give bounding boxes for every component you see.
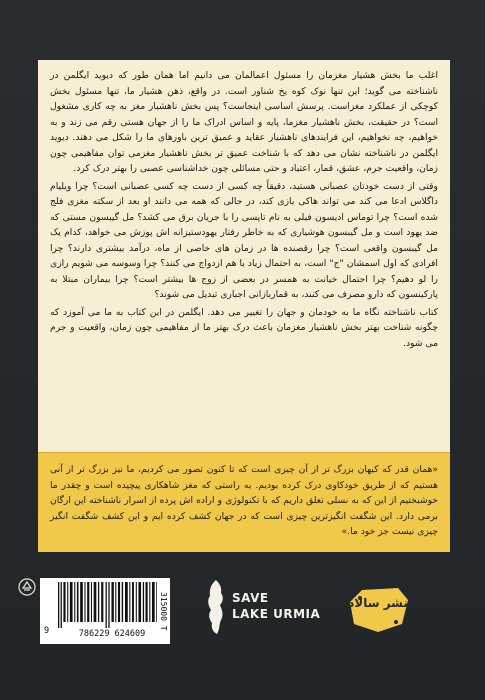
price-label: 315000 T bbox=[157, 580, 169, 642]
blurb-paragraph-3: کتاب ناشناخته نگاه ما به خودمان و جهان را تغییر می دهد. ایگلمن در این کتاب به ما می آموزد که چگونه شناخت بهتر بخش ناهشیار مغزمان باعث درک بهتر ما از مفاهیمی چون زمان، واقعیت و جرم می شود. bbox=[50, 306, 438, 349]
recycle-icon bbox=[18, 578, 36, 596]
blurb-paragraph-2: وقتی از دست خودتان عصبانی هستید، دقیقاً چه کسی از دست چه کسی عصبانی است؟ چرا ویلیام داگلاس ادعا می کند می تواند هاکی بازی کند، در حالی که همه می دانند او بعد از سکته مغزی فلج شده است؟ چرا توماس ادیسون فیلی به نام تاپسی را با جریان برق می کشد؟ مل گیبسون مستی که ضد یهود است و مل گیبسون هوشیاری که به خاطر رفتار یهودستیزانه اش پوزش می خواهد، کدام یک مل گیبسون واقعی است؟ چرا رقصنده ها در زمان های خاصی از ماه، درآمد بیشتری دارند؟ چرا افرادی که اول اسمشان "ج" است، به احتمال زیاد با هم ازدواج می کنند؟ چرا وسوسه می شویم رازی را لو دهیم؟ چرا احتمال خیانت به همسر در بعضی از زوج ها بیشتر است؟ چرا بیماران مبتلا به پارکینسون که دارو مصرف می کنند، به قماربازانی اجباری تبدیل می شوند؟ bbox=[50, 180, 438, 300]
blurb-panel bbox=[38, 60, 450, 452]
isbn-barcode bbox=[40, 578, 170, 644]
author-quote: «همان قدر که کیهان بزرگ تر از آن چیزی است که تا کنون تصور می کردیم، ما نیز بزرگ تر از آنی هستیم که از طریق خودکاوی درک کرده بودیم. به راستی که مغز شاهکاری پیچیده است و چقدر ما خوشبختیم از این که به نسلی تعلق داریم که با تکنولوژی و اراده اش پرده از اسرار ناشناخته این ارگان برمی دارد. این شگفت انگیزترین چیزی است که در جهان کشف کرده ایم و این کشف شگفت انگیز چیزی نیست جز خود ما.» bbox=[50, 464, 438, 538]
save-lake-text bbox=[232, 590, 320, 622]
barcode-bars bbox=[58, 582, 166, 628]
barcode-lead-digit: 9 bbox=[44, 626, 50, 636]
lake-urmia-line: LAKE URMIA bbox=[232, 607, 321, 621]
barcode-digits: 786229 624609 bbox=[78, 629, 146, 639]
save-line: SAVE bbox=[232, 591, 269, 605]
publisher-logo bbox=[342, 580, 414, 638]
save-lake-urmia-badge bbox=[202, 576, 321, 638]
publisher-logo-text: نشر سالاد bbox=[348, 596, 408, 610]
quote-panel bbox=[38, 452, 450, 552]
lake-urmia-map-icon bbox=[202, 578, 228, 636]
blurb-paragraph-1: اغلب ما بخش هشیار مغزمان را مسئول اعمالمان می دانیم اما همان طور که دیوید ایگلمن در ناشناخته می گوید؛ این تنها نوک کوه یخ شناور است. در واقع، ذهن هشیار ما، تنها مسئول بخش کوچکی از عملکرد مغزاست. پرسش اساسی اینجاست؟ پس بخش ناهشیار مغز به چه کاری مشغول است؟ در حقیقت، بخش ناهشیار مغزما، پایه و اساس ادراک ما را از جهان هستی رقم می زند و به خواهیم، چه نخواهیم، این فرایندهای ناهشیار عقاید و عمیق ترین باورهای ما را شکل می دهند. دیوید ایگلمن در ناشناخته نشان می دهد که با شناخت عمیق تر بخش ناهشیار مغزمی توان مفاهیمی چون زمان، واقعیت جرم، عشق، قمار، اعتیاد و حتی مسائلی چون خداشناسی عصبی را بهتر درک کرد. bbox=[50, 70, 438, 174]
